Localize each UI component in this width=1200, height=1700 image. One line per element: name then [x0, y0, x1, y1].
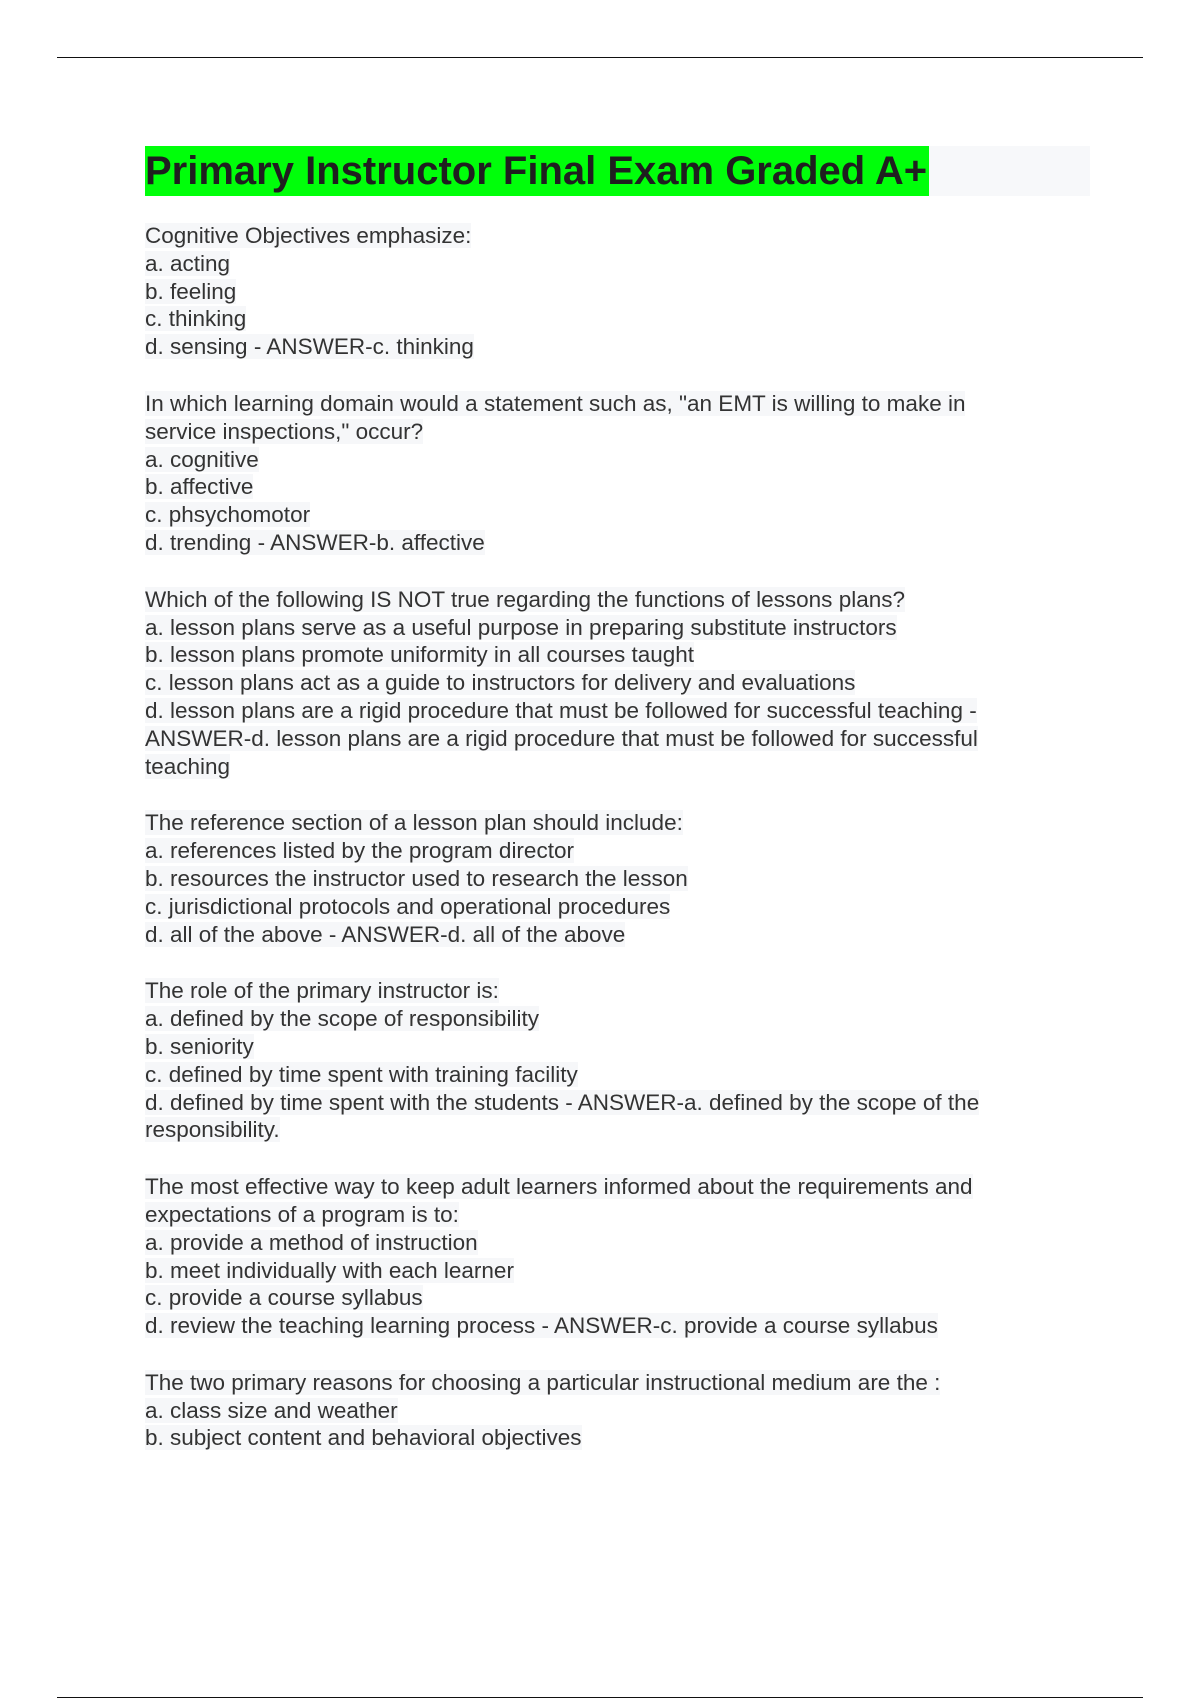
line-text: a. class size and weather [145, 1397, 398, 1423]
line-text: In which learning domain would a statement such as, "an EMT is willing to make in [145, 390, 966, 416]
line-text: d. lesson plans are a rigid procedure that must be followed for successful teaching - [145, 697, 977, 723]
question-text [145, 977, 1090, 1005]
line-text: c. thinking [145, 306, 247, 332]
line-text: c. defined by time spent with training facility [145, 1061, 578, 1087]
question-text [145, 1369, 1090, 1397]
question-line [145, 473, 1090, 501]
line-text: a. cognitive [145, 446, 259, 472]
question-line [145, 641, 1090, 669]
line-text: Cognitive Objectives emphasize: [145, 223, 472, 248]
line-text: a. defined by the scope of responsibility [145, 1006, 539, 1032]
question-line [145, 614, 1090, 642]
line-text: teaching [145, 753, 231, 779]
question-line [145, 1201, 1090, 1229]
line-text: The two primary reasons for choosing a particular instructional medium are the : [145, 1369, 941, 1395]
line-text: ANSWER-d. lesson plans are a rigid procedure that must be followed for successful [145, 725, 978, 751]
question-block [145, 390, 1090, 557]
line-text: Which of the following IS NOT true regarding the functions of lessons plans? [145, 586, 905, 612]
line-text: a. acting [145, 250, 231, 276]
question-line [145, 1089, 1090, 1117]
question-line [145, 446, 1090, 474]
line-text: expectations of a program is to: [145, 1201, 459, 1227]
question-block [145, 222, 1090, 361]
question-list [145, 222, 1090, 1452]
question-line [145, 1312, 1090, 1340]
question-line [145, 501, 1090, 529]
line-text: service inspections," occur? [145, 418, 424, 444]
question-text [145, 586, 1090, 614]
title-block [145, 146, 1090, 196]
line-text: a. provide a method of instruction [145, 1229, 478, 1255]
line-text: The most effective way to keep adult learners informed about the requirements and [145, 1174, 973, 1200]
question-line [145, 1061, 1090, 1089]
question-line [145, 418, 1090, 446]
line-text: a. references listed by the program director [145, 838, 574, 864]
question-text [145, 809, 1090, 837]
footer-rule [57, 1697, 1143, 1698]
question-line [145, 669, 1090, 697]
question-block [145, 1173, 1090, 1340]
line-text: The reference section of a lesson plan should include: [145, 810, 683, 836]
question-line [145, 529, 1090, 557]
question-line [145, 278, 1090, 306]
question-line [145, 333, 1090, 361]
line-text: c. jurisdictional protocols and operational procedures [145, 893, 671, 919]
question-line [145, 250, 1090, 278]
question-line [145, 725, 1090, 753]
question-block [145, 977, 1090, 1144]
question-line [145, 1424, 1090, 1452]
header-rule [57, 57, 1143, 58]
question-line [145, 865, 1090, 893]
line-text: b. lesson plans promote uniformity in all courses taught [145, 642, 695, 668]
question-block [145, 809, 1090, 948]
question-line [145, 1284, 1090, 1312]
question-line [145, 1005, 1090, 1033]
question-line [145, 921, 1090, 949]
question-text [145, 222, 1090, 250]
line-text: d. sensing - ANSWER-c. thinking [145, 334, 474, 360]
line-text: responsibility. [145, 1117, 280, 1143]
question-text [145, 390, 1090, 418]
question-line [145, 1116, 1090, 1144]
line-text: c. provide a course syllabus [145, 1285, 423, 1311]
line-text: d. review the teaching learning process - ANSWER-c. provide a course syllabus [145, 1313, 938, 1339]
line-text: The role of the primary instructor is: [145, 978, 499, 1004]
question-line [145, 1033, 1090, 1061]
question-line [145, 305, 1090, 333]
question-block [145, 586, 1090, 781]
question-line [145, 893, 1090, 921]
line-text: d. trending - ANSWER-b. affective [145, 529, 485, 555]
line-text: b. meet individually with each learner [145, 1257, 514, 1283]
line-text: d. all of the above - ANSWER-d. all of the above [145, 921, 626, 947]
question-line [145, 1397, 1090, 1425]
line-text: c. phsychomotor [145, 502, 311, 528]
line-text: b. seniority [145, 1033, 254, 1059]
line-text: a. lesson plans serve as a useful purpose in preparing substitute instructors [145, 614, 897, 640]
question-line [145, 1229, 1090, 1257]
line-text: b. affective [145, 474, 254, 500]
line-text: d. defined by time spent with the students - ANSWER-a. defined by the scope of the [145, 1089, 980, 1115]
question-line [145, 837, 1090, 865]
question-line [145, 1257, 1090, 1285]
line-text: c. lesson plans act as a guide to instructors for delivery and evaluations [145, 670, 856, 696]
document-body [145, 146, 1090, 1481]
page-title: Primary Instructor Final Exam Graded A+ [145, 146, 929, 196]
question-text [145, 1173, 1090, 1201]
question-line [145, 697, 1090, 725]
line-text: b. subject content and behavioral objectives [145, 1425, 582, 1451]
question-line [145, 753, 1090, 781]
question-block [145, 1369, 1090, 1452]
line-text: b. resources the instructor used to research the lesson [145, 865, 688, 891]
line-text: b. feeling [145, 278, 237, 304]
